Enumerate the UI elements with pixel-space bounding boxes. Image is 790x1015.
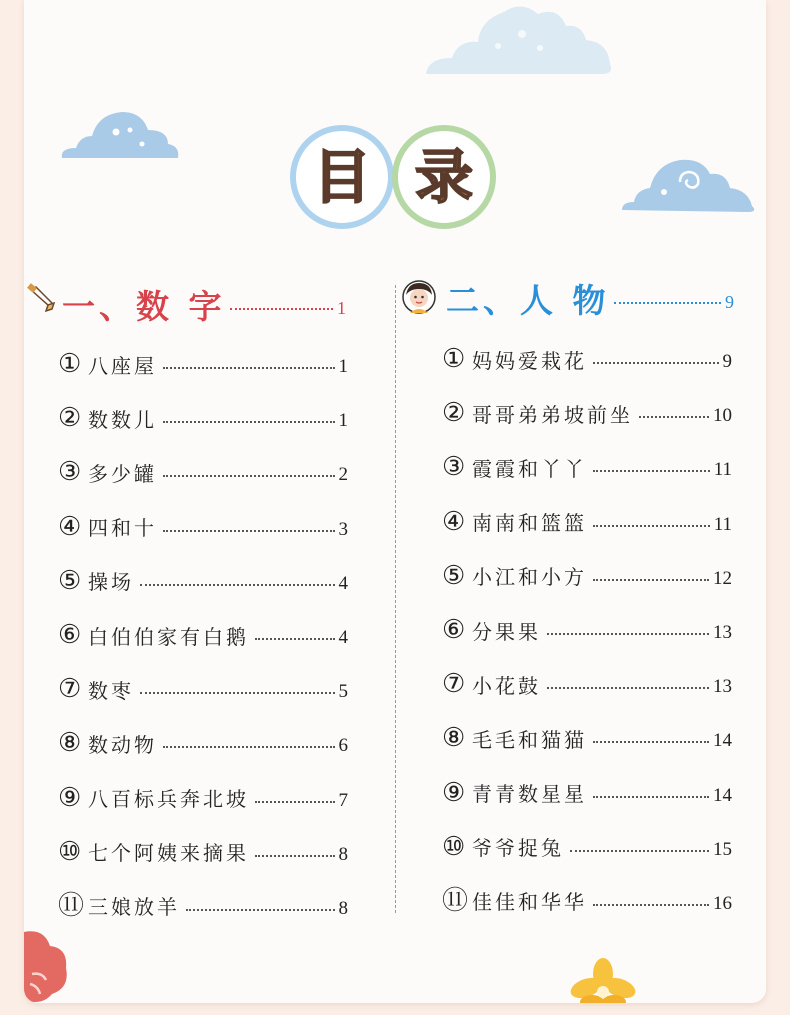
item-number: ⑦ [442,669,466,699]
toc-list-numbers [58,337,348,933]
cloud-right [620,156,760,216]
dot-leader [593,579,709,581]
dot-leader [163,746,335,748]
item-number: ② [58,403,82,433]
item-page: 14 [713,784,732,806]
item-page: 8 [338,843,348,865]
toc-item[interactable] [58,662,348,716]
item-title: 哥哥弟弟坡前坐 [472,402,633,427]
toc-item[interactable] [442,766,732,820]
dot-leader [163,475,335,477]
dot-leader [163,530,335,532]
dot-leader [593,362,719,364]
item-page: 7 [338,789,348,811]
section-title: 一、数 字 [62,286,226,326]
section-page-number: 9 [725,291,734,312]
section-page-number: 1 [337,297,346,318]
dot-leader [593,525,710,527]
item-number: ④ [58,511,82,541]
item-page: 1 [338,410,348,432]
item-number: ⑩ [442,831,466,861]
toc-item[interactable] [442,657,732,711]
column-divider [395,285,396,913]
section-title: 二、人 物 [446,280,610,320]
item-title: 数数儿 [88,407,157,432]
item-number: ⑩ [58,836,82,866]
item-number: ① [58,349,82,379]
red-flower-icon [24,928,72,1003]
item-title: 分果果 [472,619,541,644]
item-title: 白伯伯家有白鹅 [88,624,249,649]
item-title: 毛毛和猫猫 [472,727,587,752]
toc-item[interactable] [58,771,348,825]
dot-leader [163,367,335,369]
item-page: 4 [338,572,348,594]
title-char-2: 录 [414,143,473,211]
toc-item[interactable] [442,386,732,440]
item-page: 13 [713,622,732,644]
item-title: 小花鼓 [472,673,541,698]
item-title: 妈妈爱栽花 [472,348,587,373]
toc-item[interactable] [58,825,348,879]
item-number: ⑤ [442,560,466,590]
cloud-top-right [418,0,618,80]
item-page: 11 [713,459,732,481]
item-page: 4 [338,627,348,649]
yellow-flower-icon [564,956,642,1003]
item-number: ⑨ [442,777,466,807]
item-title: 爷爷捉兔 [472,836,564,861]
item-page: 12 [713,567,732,589]
toc-item[interactable] [442,332,732,386]
dot-leader [570,850,709,852]
item-title: 数枣 [88,678,134,703]
item-title: 佳佳和华华 [472,890,587,915]
item-page: 13 [713,676,732,698]
dot-leader [230,308,334,310]
item-number: ③ [442,452,466,482]
title-circle-right [392,125,496,229]
toc-page [24,0,766,1003]
item-number: ⑪ [58,890,85,920]
toc-item[interactable] [58,445,348,499]
item-page: 2 [338,464,348,486]
girl-avatar-icon [400,279,438,315]
item-title: 八座屋 [88,353,157,378]
item-page: 8 [338,897,348,919]
item-title: 数动物 [88,732,157,757]
section-heading-numbers[interactable] [62,284,346,324]
item-number: ③ [58,457,82,487]
title-circle-left [290,125,394,229]
toc-item[interactable] [442,495,732,549]
item-number: ⑦ [58,674,82,704]
dot-leader [639,416,709,418]
item-title: 小江和小方 [472,565,587,590]
item-title: 霞霞和丫丫 [472,456,587,481]
dot-leader [186,909,335,911]
item-number: ① [442,344,466,374]
item-title: 四和十 [88,516,157,541]
item-page: 1 [338,356,348,378]
toc-item[interactable] [442,603,732,657]
dot-leader [255,801,335,803]
item-page: 3 [338,518,348,540]
cloud-left [58,108,182,162]
title-char-1: 目 [312,143,371,211]
dot-leader [255,855,335,857]
dot-leader [547,687,709,689]
dot-leader [140,584,335,586]
item-number: ⑧ [442,723,466,753]
toc-item[interactable] [58,608,348,662]
item-number: ⑤ [58,565,82,595]
page-title [290,123,510,238]
toc-item[interactable] [58,500,348,554]
item-page: 5 [338,681,348,703]
dot-leader [163,421,335,423]
item-title: 多少罐 [88,461,157,486]
item-page: 16 [713,892,732,914]
toc-item[interactable] [58,554,348,608]
item-number: ② [442,398,466,428]
item-title: 操场 [88,570,134,595]
toc-item[interactable] [442,820,732,874]
toc-item[interactable] [58,879,348,933]
dot-leader [593,741,709,743]
item-page: 11 [713,513,732,535]
section-heading-people[interactable] [446,278,734,318]
item-page: 9 [722,351,732,373]
dot-leader [593,796,709,798]
dot-leader [547,633,709,635]
item-number: ⑥ [442,615,466,645]
item-title: 三娘放羊 [88,895,180,920]
item-title: 八百标兵奔北坡 [88,787,249,812]
dot-leader [593,904,709,906]
item-page: 6 [338,735,348,757]
item-number: ⑨ [58,782,82,812]
toc-item[interactable] [442,874,732,928]
toc-item[interactable] [442,549,732,603]
toc-item[interactable] [58,337,348,391]
item-number: ⑥ [58,620,82,650]
toc-item[interactable] [442,440,732,494]
toc-item[interactable] [442,711,732,765]
toc-list-people [442,332,732,928]
item-page: 10 [713,405,732,427]
dot-leader [593,470,710,472]
item-number: ④ [442,506,466,536]
dot-leader [140,692,335,694]
toc-item[interactable] [58,716,348,770]
item-page: 14 [713,730,732,752]
item-number: ⑪ [442,885,469,915]
toc-item[interactable] [58,391,348,445]
dot-leader [255,638,335,640]
pencil-icon [26,283,60,313]
dot-leader [614,302,722,304]
item-page: 15 [713,838,732,860]
item-title: 南南和篮篮 [472,511,587,536]
item-number: ⑧ [58,728,82,758]
item-title: 七个阿姨来摘果 [88,841,249,866]
item-title: 青青数星星 [472,782,587,807]
